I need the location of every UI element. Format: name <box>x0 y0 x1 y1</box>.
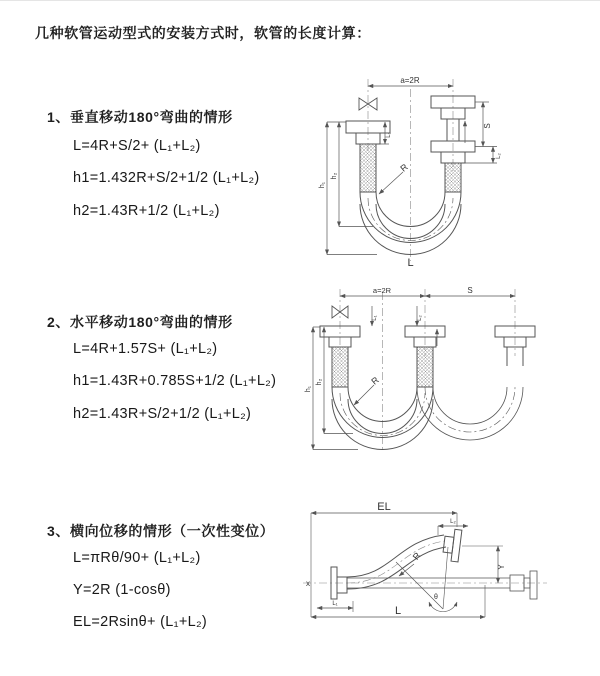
section3-formula-L: L=πRθ/90+ (L₁+L₂) <box>73 550 201 566</box>
hose-assembly <box>320 326 535 450</box>
theta-label: θ <box>434 594 438 601</box>
anchor-mark: x <box>306 579 310 588</box>
centerlines <box>368 79 453 261</box>
l2-label: L₂ <box>450 519 456 525</box>
radius-label: R <box>369 374 381 387</box>
section2-formula-L: L=4R+1.57S+ (L₁+L₂) <box>73 341 218 357</box>
horizontal-180-bend-diagram <box>303 284 600 459</box>
el-label: EL <box>377 501 391 513</box>
section3-heading: 3、横向位移的情形（一次性变位） <box>47 523 275 539</box>
length-label: L <box>394 605 402 617</box>
section3-formula-Y: Y=2R (1-cosθ) <box>73 582 171 598</box>
h2-label: h₂ <box>316 378 323 386</box>
section1-formula-h1: h1=1.432R+S/2+1/2 (L₁+L₂) <box>73 170 260 186</box>
section1-formula-L: L=4R+S/2+ (L₁+L₂) <box>73 138 201 154</box>
section2-heading: 2、水平移动180°弯曲的情形 <box>47 314 233 330</box>
l1-label: L₁ <box>332 601 338 607</box>
length-label: L <box>407 257 414 268</box>
dimension-lines <box>327 86 497 255</box>
h1-label: h₁ <box>319 181 326 189</box>
lateral-displacement-diagram <box>295 501 600 649</box>
s-label: S <box>467 286 473 295</box>
s-label: S <box>483 123 492 129</box>
radius-label: R <box>410 550 423 562</box>
span-label: a=2R <box>400 76 420 85</box>
section1-formula-h2: h2=1.43R+1/2 (L₁+L₂) <box>73 203 220 219</box>
l2-label: L₂ <box>417 315 423 321</box>
section3-formula-EL: EL=2Rsinθ+ (L₁+L₂) <box>73 614 208 630</box>
y-label: Y <box>497 564 506 570</box>
page-title: 几种软管运动型式的安装方式时，软管的长度计算： <box>35 25 371 41</box>
span-label: a=2R <box>372 286 392 295</box>
h2-label: h₂ <box>331 172 338 180</box>
section1-heading: 1、垂直移动180°弯曲的情形 <box>47 109 233 125</box>
radius-label: R <box>398 161 410 174</box>
section2-formula-h1: h1=1.43R+0.785S+1/2 (L₁+L₂) <box>73 373 277 389</box>
ghost-pipe <box>347 571 537 599</box>
l1-label: L₁ <box>386 132 392 138</box>
section2-formula-h2: h2=1.43R+S/2+1/2 (L₁+L₂) <box>73 406 252 422</box>
vertical-180-bend-diagram <box>315 73 600 268</box>
l2-label: L₂ <box>496 153 502 159</box>
l1-label: L₁ <box>372 315 378 321</box>
hose-assembly <box>331 528 537 599</box>
h1-label: h₁ <box>305 385 312 393</box>
